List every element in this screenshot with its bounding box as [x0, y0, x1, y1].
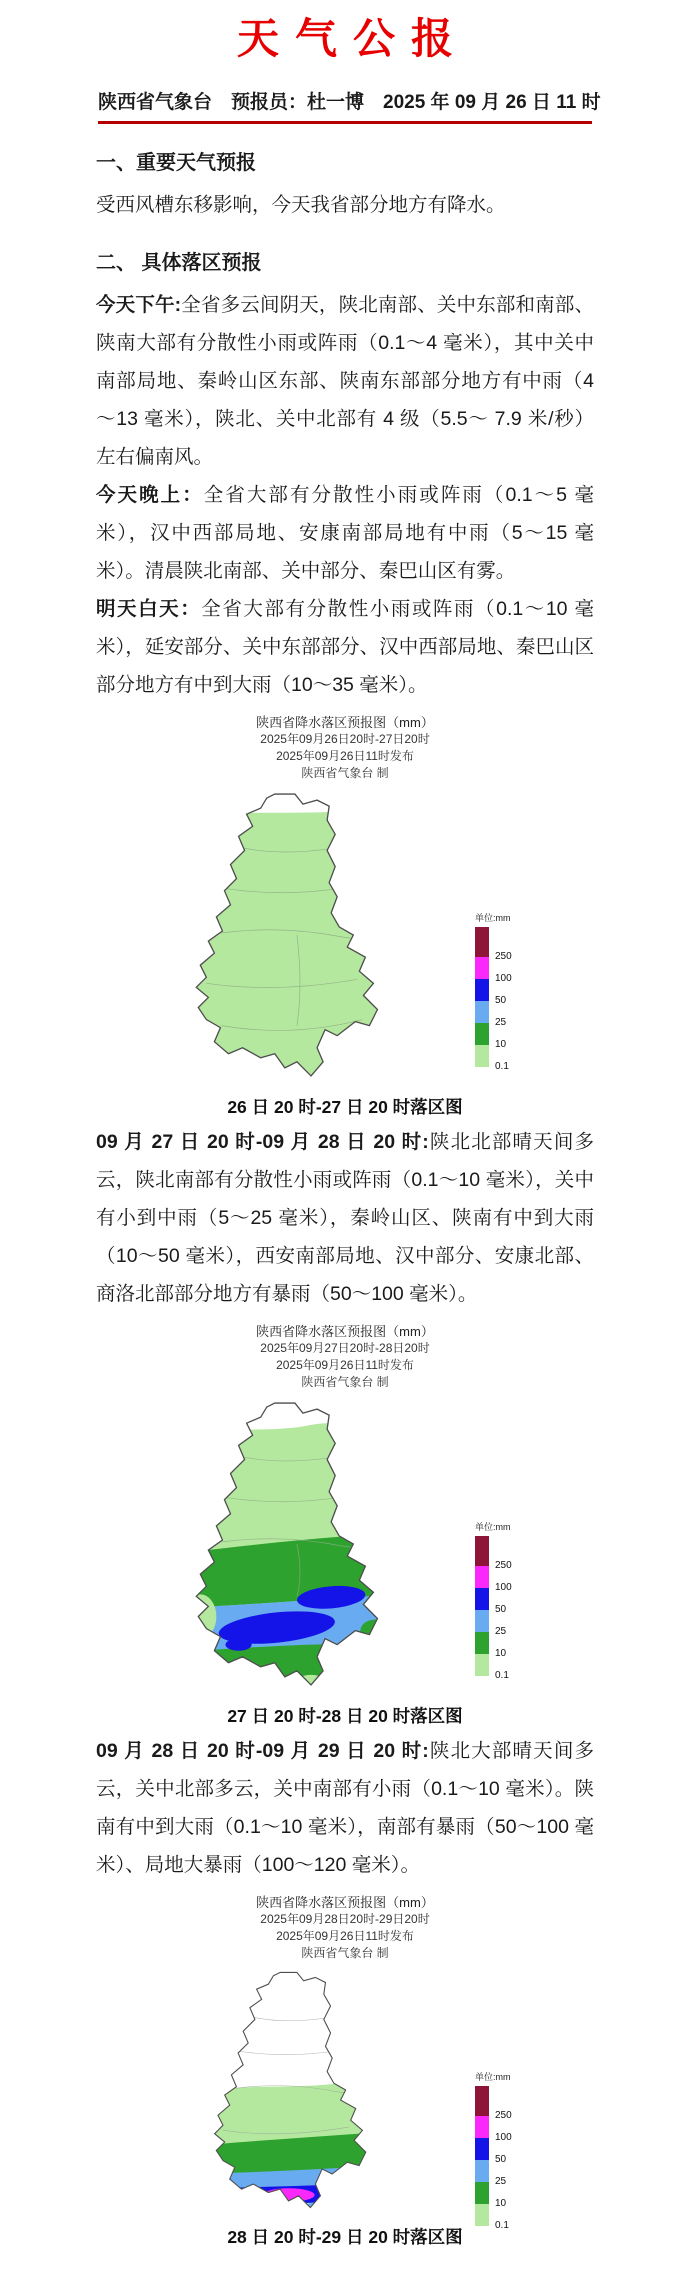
legend-swatch-25 — [475, 1001, 489, 1023]
forecast-tonight-text: 全省大部有分散性小雨或阵雨（0.1～5 毫米），汉中西部局地、安康南部局地有中雨（5～15 毫米）。清晨陕北南部、关中部分、秦巴山区有雾。 — [96, 483, 594, 582]
map-figure-day1 — [125, 714, 565, 1119]
map1-maker: 陕西省气象台 制 — [301, 765, 389, 780]
legend-day3-title: 单位:mm — [475, 2071, 511, 2082]
legend-label-25: 25 — [495, 1625, 507, 1637]
legend-label-50: 50 — [495, 1603, 507, 1615]
map-figure-day3 — [125, 1894, 565, 2249]
map1-period: 2025年09月26日20时-27日20时 — [260, 731, 430, 746]
legend-swatch-50 — [475, 979, 489, 1001]
legend-label-50: 50 — [495, 994, 507, 1006]
map2-maker: 陕西省气象台 制 — [301, 1374, 389, 1389]
legend-label-10: 10 — [495, 1038, 507, 1050]
legend-swatch-100 — [475, 2116, 489, 2138]
forecast-afternoon-lead: 今天下午: — [96, 293, 182, 316]
forecast-afternoon-text: 全省多云间阴天，陕北南部、关中东部和南部、陕南大部有分散性小雨或阵雨（0.1～4 毫米），其中关中南部局地、秦岭山区东部、陕南东部部分地方有中雨（4～13 毫米），陕北、关中北部有 4 级（5.5～ 7.9 米/秒）左右偏南风。 — [96, 293, 594, 468]
forecast-day3 — [96, 1732, 594, 1884]
legend-swatch-10 — [475, 1632, 489, 1654]
map-figure-day2 — [125, 1323, 565, 1728]
forecast-day2-lead: 09 月 27 日 20 时-09 月 28 日 20 时: — [96, 1130, 429, 1153]
legend-label-25: 25 — [495, 1016, 507, 1028]
legend-swatch-25 — [475, 2160, 489, 2182]
forecast-day3-lead: 09 月 28 日 20 时-09 月 29 日 20 时: — [96, 1739, 429, 1762]
forecast-day2-text: 陕北北部晴天间多云，陕北南部有分散性小雨或阵雨（0.1～10 毫米），关中有小到中雨（5～25 毫米），秦岭山区、陕南有中到大雨（10～50 毫米），西安南部局地、汉中部分、安康北部、商洛北部部分地方有暴雨（50～100 毫米）。 — [96, 1130, 594, 1305]
legend-day2-title: 单位:mm — [475, 1521, 511, 1532]
legend-swatch-50 — [475, 1588, 489, 1610]
map3-caption: 28 日 20 时-29 日 20 时落区图 — [227, 2226, 463, 2247]
legend-swatch-01 — [475, 1045, 489, 1067]
legend-label-10: 10 — [495, 1647, 507, 1659]
shaanxi-precip-map-day2 — [161, 1393, 453, 1695]
map3-canvas — [125, 1964, 565, 2231]
legend-swatch-250 — [475, 1536, 489, 1566]
forecast-day3-text: 陕北大部晴天间多云，关中北部多云，关中南部有小雨（0.1～10 毫米）。陕南有中到大雨（0.1～10 毫米），南部有暴雨（50～100 毫米）、局地大暴雨（100～120 毫米）。 — [96, 1739, 594, 1876]
forecast-tonight — [96, 476, 594, 590]
map3-issued: 2025年09月26日11时发布 — [276, 1928, 414, 1943]
intro-paragraph: 受西风槽东移影响，今天我省部分地方有降水。 — [96, 193, 506, 216]
legend-label-100: 100 — [495, 1581, 512, 1593]
legend-swatch-250 — [475, 927, 489, 957]
legend-label-250: 250 — [495, 950, 512, 962]
legend-label-01: 0.1 — [495, 1060, 509, 1072]
legend-label-01: 0.1 — [495, 1669, 509, 1681]
map1-canvas — [125, 784, 565, 1086]
map2-title: 陕西省降水落区预报图（mm） — [256, 1323, 434, 1339]
legend-label-25: 25 — [495, 2175, 507, 2187]
map3-title: 陕西省降水落区预报图（mm） — [256, 1894, 434, 1910]
legend-label-100: 100 — [495, 972, 512, 984]
map2-header — [125, 1323, 565, 1391]
legend-swatch-100 — [475, 957, 489, 979]
legend-day1 — [475, 911, 547, 1072]
map1-header — [125, 714, 565, 782]
legend-swatch-10 — [475, 2182, 489, 2204]
legend-swatch-01 — [475, 1654, 489, 1676]
page-title: 天气公报 — [236, 15, 469, 62]
shaanxi-precip-map-day3 — [185, 1964, 429, 2216]
legend-swatch-100 — [475, 1566, 489, 1588]
map2-issued: 2025年09月26日11时发布 — [276, 1357, 414, 1372]
shaanxi-precip-map-day1 — [161, 784, 453, 1086]
legend-label-10: 10 — [495, 2197, 507, 2209]
legend-day1-title: 单位:mm — [475, 912, 511, 923]
legend-label-50: 50 — [495, 2153, 507, 2165]
forecast-tomorrow — [96, 590, 594, 704]
legend-day2 — [475, 1520, 547, 1681]
legend-label-01: 0.1 — [495, 2219, 509, 2231]
forecast-day2 — [96, 1123, 594, 1313]
map1-title: 陕西省降水落区预报图（mm） — [256, 714, 434, 730]
map3-maker: 陕西省气象台 制 — [301, 1945, 389, 1960]
legend-label-250: 250 — [495, 2109, 512, 2121]
legend-swatch-50 — [475, 2138, 489, 2160]
map2-caption: 27 日 20 时-28 日 20 时落区图 — [227, 1705, 463, 1726]
legend-swatch-01 — [475, 2204, 489, 2226]
map1-issued: 2025年09月26日11时发布 — [276, 748, 414, 763]
section-heading-important: 一、重要天气预报 — [96, 151, 256, 174]
legend-swatch-25 — [475, 1610, 489, 1632]
forecast-tomorrow-lead: 明天白天： — [96, 597, 202, 620]
forecast-tonight-lead: 今天晚上： — [96, 483, 204, 506]
forecast-afternoon — [96, 286, 594, 476]
map2-period: 2025年09月27日20时-28日20时 — [260, 1340, 430, 1355]
section-heading-areas: 二、 具体落区预报 — [96, 251, 262, 274]
map2-canvas — [125, 1393, 565, 1695]
legend-label-100: 100 — [495, 2131, 512, 2143]
legend-day3 — [475, 2070, 547, 2231]
legend-swatch-10 — [475, 1023, 489, 1045]
map3-header — [125, 1894, 565, 1962]
map1-caption: 26 日 20 时-27 日 20 时落区图 — [227, 1096, 463, 1117]
legend-label-250: 250 — [495, 1559, 512, 1571]
map3-period: 2025年09月28日20时-29日20时 — [260, 1911, 430, 1926]
legend-swatch-250 — [475, 2086, 489, 2116]
forecast-tomorrow-text: 全省大部有分散性小雨或阵雨（0.1～10 毫米），延安部分、关中东部部分、汉中西部局地、秦巴山区部分地方有中到大雨（10～35 毫米）。 — [96, 597, 594, 696]
byline: 陕西省气象台 预报员：杜一博 2025 年 09 月 26 日 11 时 — [98, 87, 592, 124]
